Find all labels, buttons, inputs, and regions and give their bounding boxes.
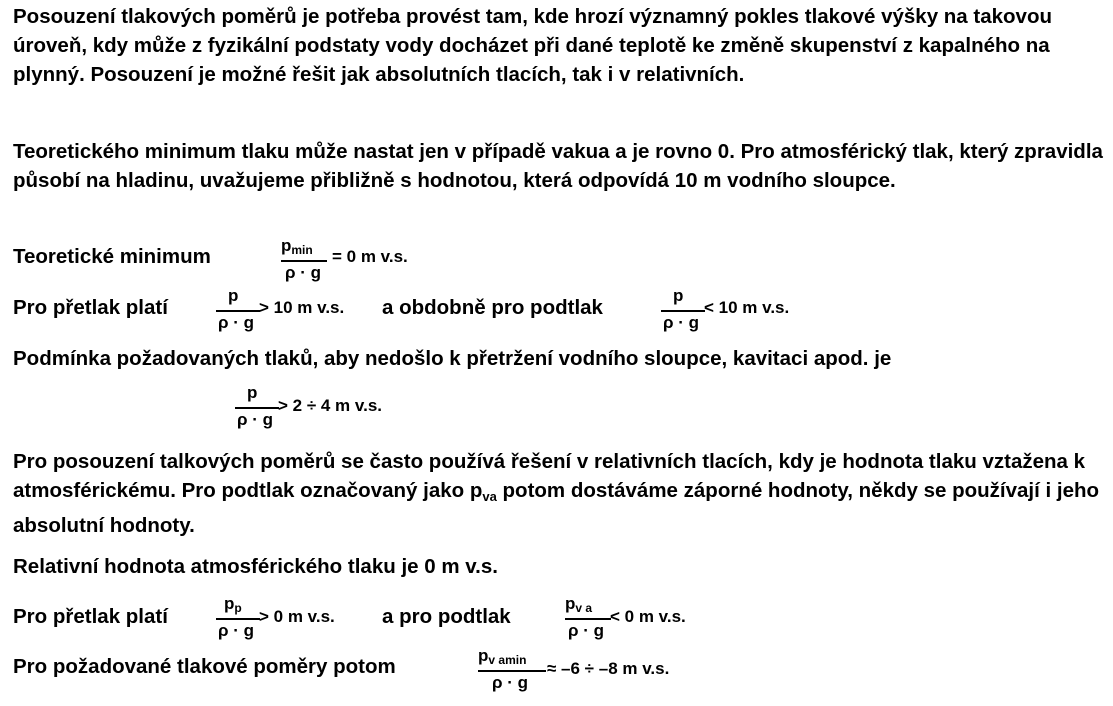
fraction-denominator: ρ · g — [218, 621, 255, 640]
paragraph-relative-pressures: Pro posouzení talkových poměrů se často používá řešení v relativních tlacích, kdy je hodnota tlaku vztažena k atmosférickému. Pro podtlak označovaný jako $p_{va}$ potom dostáváme záporné hodnoty, někdy se používají i jeho absolutní hodnoty. — [13, 450, 1100, 537]
fraction-denominator: ρ · g — [568, 621, 605, 640]
relation-minimum: = 0 m v.s. — [332, 247, 408, 266]
fraction-bar — [478, 670, 546, 672]
fraction-denominator: ρ · g — [237, 410, 274, 429]
fraction-numerator: $p_{v amin}$ — [478, 646, 527, 667]
relation-relative-underpressure: < 0 m v.s. — [610, 607, 686, 626]
label-overpressure: Pro přetlak platí — [13, 296, 168, 319]
fraction-numerator: p — [228, 286, 239, 305]
relation-condition: > 2 ÷ 4 m v.s. — [278, 396, 382, 415]
fraction-numerator: $p_{min}$ — [281, 236, 313, 257]
fraction-bar — [661, 310, 705, 312]
fraction-numerator: p — [673, 286, 684, 305]
fraction-numerator: $p_{v a}$ — [565, 594, 593, 615]
fraction-bar — [216, 310, 260, 312]
relative-atmospheric-value: Relativní hodnota atmosférického tlaku je 0 m v.s. — [13, 555, 498, 578]
relation-underpressure: < 10 m v.s. — [704, 298, 790, 317]
label-required-pressures: Pro požadované tlakové poměry potom — [13, 655, 396, 678]
fraction-numerator: p — [247, 383, 258, 402]
fraction-denominator: ρ · g — [285, 263, 322, 282]
relation-relative-overpressure: > 0 m v.s. — [259, 607, 335, 626]
condition-text: Podmínka požadovaných tlaků, aby nedošlo k přetržení vodního sloupce, kavitaci apod. je — [13, 347, 892, 370]
relation-overpressure: > 10 m v.s. — [259, 298, 345, 317]
label-relative-overpressure: Pro přetlak platí — [13, 605, 168, 628]
relation-required: ≈ –6 ÷ –8 m v.s. — [547, 659, 670, 678]
paragraph-pressure-assessment: Posouzení tlakových poměrů je potřeba provést tam, kde hrozí významný pokles tlakové výšky na takovou úroveň, kdy může z fyzikální podstaty vody docházet při dané teplotě ke změně skupenství z kapalného na plynný. Posouzení je možné řešit jak absolutních tlacích, tak i v relativních. — [13, 5, 1053, 86]
fraction-bar — [565, 618, 611, 620]
fraction-bar — [281, 260, 327, 262]
label-underpressure: a obdobně pro podtlak — [382, 296, 603, 319]
fraction-bar — [216, 618, 260, 620]
fraction-bar — [235, 407, 279, 409]
fraction-denominator: ρ · g — [218, 313, 255, 332]
fraction-numerator: $p_p$ — [224, 594, 242, 615]
label-theoretical-minimum: Teoretické minimum — [13, 245, 211, 268]
paragraph-theoretical-minimum: Teoretického minimum tlaku může nastat jen v případě vakua a je rovno 0. Pro atmosférický tlak, který zpravidla působí na hladinu, uvažujeme přibližně s hodnotou, která odpovídá 10 m vodního sloupce. — [13, 140, 1103, 192]
fraction-denominator: ρ · g — [492, 673, 529, 692]
label-relative-underpressure: a pro podtlak — [382, 605, 511, 628]
fraction-denominator: ρ · g — [663, 313, 700, 332]
